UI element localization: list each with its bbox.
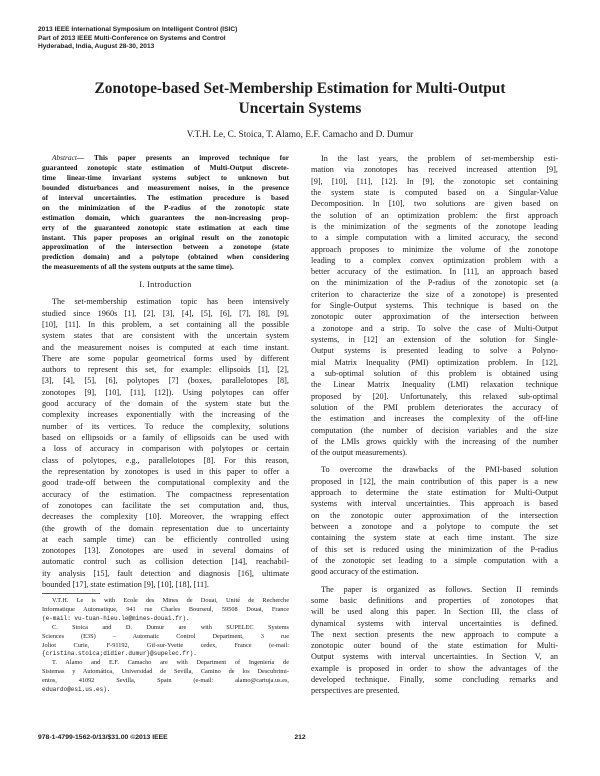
- paragraph-line: a zonotope and a strip. To solve the case of Multi-Output: [311, 323, 558, 333]
- abstract-line: erty of the guaranteed zonotopic state estimation at each time: [42, 222, 289, 232]
- paragraph-line: of this set is reduced using the minimization of the P-radius: [311, 544, 558, 554]
- paragraph-line: mial Matrix Inequality (PMI) optimization problem. In [12],: [311, 357, 558, 367]
- paragraph-line: some basic definitions and properties of zonotopes that: [311, 595, 558, 605]
- paragraph-line: accuracy of the estimation. The compactness representation: [42, 489, 289, 499]
- paragraph-line: [10], [11]. In this problem, a set containing all the possible: [42, 319, 289, 329]
- abstract-line: instant. This paper proposes an original result on the zonotopic: [42, 232, 289, 242]
- abstract-line: guaranteed zonotopic state estimation of Multi-Output discrete-: [42, 162, 289, 172]
- paragraph-line: good accuracy of the domain of the system state but the: [42, 399, 289, 409]
- isbn-copyright: 978-1-4799-1562-0/13/$31.00 ©2013 IEEE: [38, 734, 168, 741]
- paragraph-line: There are some popular geometrical forms used by different: [42, 353, 289, 363]
- footnote-line: (e-mail: vu-tuan-hieu.le@mines-douai.fr).: [42, 615, 190, 623]
- paragraph-line: number of its vertices. To reduce the complexity, solutions: [42, 421, 289, 431]
- paragraph-line: on the zonotopic outer approximation of the intersection: [311, 510, 558, 520]
- paragraph-line: approach to determine the state estimation for Multi-Output: [311, 488, 558, 498]
- paragraph-line: perspectives are presented.: [311, 686, 400, 696]
- paragraph-line: on the minimization of the P-radius of the zonotopic set (a: [311, 278, 558, 288]
- paragraph-line: computation (the number of decision variables and the size: [311, 425, 558, 435]
- paragraph-line: zonotopes [9], [10], [11], [12]). Using polytopes can offer: [42, 387, 289, 397]
- paragraph-line: the solution of an optimization problem: the first approach: [311, 210, 558, 220]
- contribution-paragraph: [311, 464, 558, 577]
- paragraph-line: automatic control such as collision detection [14], reachabil-: [42, 557, 289, 567]
- paragraph-line: the estimation and increases the complexity of the off-line: [311, 414, 558, 424]
- paragraph-line: authors to represent this set, for example: ellipsoids [1], [2],: [42, 365, 289, 375]
- abstract-label: Abstract: [52, 153, 77, 162]
- paragraph-line: of the zonotopic set leading to a simple computation with a: [311, 555, 558, 565]
- paragraph-line: systems with interval uncertainties. This approach is based: [311, 499, 558, 509]
- paragraph-line: (the growth of the domain representation due to uncertainty: [42, 523, 289, 533]
- paragraph-line: approach proposes to minimize the volume of the zonotope: [311, 244, 558, 254]
- paragraph-line: better accuracy of the estimation. In [11], an approach based: [311, 267, 558, 277]
- paragraph-line: leading to a complex convex optimization problem with a: [311, 255, 558, 265]
- paragraph-line: containing the system state at each time instant. The size: [311, 533, 558, 543]
- paragraph-line: a sub-optimal solution of this problem is obtained using: [311, 368, 558, 378]
- footnote-line: Sistemas y Automática, Universidad de Sevilla, Camino de los Descubrimi-: [42, 668, 289, 676]
- paragraph-line: dynamical systems with interval uncertainties is defined.: [311, 618, 558, 628]
- paragraph-line: a loss of accuracy in comparison with polytopes or certain: [42, 444, 289, 454]
- paragraph-line: [3], [4], [5], [6], polytopes [7] (boxes, parallelotopes [8],: [42, 376, 289, 386]
- footnote-line: eduardo@esi.us.es).: [42, 685, 111, 693]
- paragraph-line: to a simple computation with a limited accuracy, the second: [311, 233, 558, 243]
- footnotes: [42, 597, 289, 694]
- paragraph-line: zonotopic outer approximation of the intersection between: [311, 312, 558, 322]
- paragraph-line: between a zonotope and a polytope to compute the set: [311, 522, 558, 531]
- footnote-line: Sciences (E3S) – Automatic Control Department, 3 rue: [42, 632, 289, 640]
- conference-line-1: 2013 IEEE International Symposium on Intelligent Control (ISIC): [38, 26, 238, 33]
- paragraph-line: criterion to characterize the size of a zonotope) is presented: [311, 289, 558, 299]
- paragraph-line: class of polytopes, e.g., parallelotopes [8]. For this reason,: [42, 455, 289, 465]
- paragraph-line: complexity increases exponentially with the increasing of the: [42, 410, 289, 420]
- paragraph-line: ity analysis [15], fault detection and diagnosis [16], ultimate: [42, 568, 289, 578]
- paragraph-line: the system state is computed based on a Singular-Value: [311, 187, 558, 197]
- paragraph-line: proposed by [20]. Unfortunately, this relaxed sub-optimal: [311, 391, 558, 401]
- abstract-line: on the minimization of the P-radius of the zonotopic state: [42, 202, 289, 212]
- paragraph-line: example is proposed in order to show the advantages of the: [311, 663, 558, 673]
- section-heading: I. Introduction: [139, 280, 192, 290]
- paragraph-line: Output systems with interval uncertainties. In Section V, an: [311, 652, 558, 662]
- author-list: V.T.H. Le, C. Stoica, T. Alamo, E.F. Camacho and D. Dumur: [186, 130, 414, 140]
- footnote-line: V.T.H. Le is with Ecole des Mines de Douai, Unité de Recherche: [52, 597, 289, 605]
- abstract-line: estimation domain, which guarantees the non-increasing prop-: [42, 212, 289, 222]
- paragraph-line: zonotopes [13]. Zonotopes are used in several domains of: [42, 546, 289, 556]
- abstract-line: of interval uncertainties. The estimation procedure is based: [42, 192, 289, 202]
- abstract-line: Abstract— This paper presents an improved technique for: [52, 153, 289, 162]
- paragraph-line: In the last years, the problem of set-membership esti-: [321, 154, 558, 163]
- paragraph-line: of zonotopes can facilitate the set computation and, thus,: [42, 500, 289, 510]
- abstract-line: time linear-time invariant systems subject to unknown but: [42, 172, 289, 182]
- paragraph-line: To overcome the drawbacks of the PMI-based solution: [321, 465, 558, 475]
- paragraph-line: is the minimization of the segments of the zonotope leading: [311, 221, 558, 231]
- title-line-1: Zonotope-based Set-Membership Estimation for Multi-Output: [94, 80, 506, 97]
- paragraph-line: developed technique. Finally, some concluding remarks and: [311, 675, 558, 685]
- paragraph-line: solution of the PMI problem deteriorates the accuracy of: [311, 402, 558, 412]
- abstract-line: approximation of the intersection between a zonotope (state: [42, 242, 289, 252]
- paragraph-line: good trade-off between the computational complexity and the: [42, 478, 289, 488]
- left-column: [42, 153, 289, 695]
- paragraph-line: systems, in [12] an extension of the solution for Single-: [311, 335, 558, 344]
- related-work-paragraph: [311, 153, 558, 458]
- paragraph-line: The set-membership estimation topic has been intensively: [52, 297, 289, 307]
- organization-paragraph: [311, 584, 558, 697]
- footnote-line: {cristina.stoica;didier.dumur}@supelec.fr).: [42, 650, 197, 658]
- footnote-line: Joliot Curie, F-91192, Gif-sur-Yvette cedex, France (e-mail:: [42, 641, 289, 649]
- footnote-line: Informatique Automatique, 941 rue Charles Bourseul, 59508 Douai, France: [42, 606, 289, 614]
- paragraph-line: system states that are consistent with the uncertain system: [42, 331, 289, 341]
- title-line-2: Uncertain Systems: [238, 99, 362, 117]
- paragraph-line: decreases the complexity [10]. Moreover, the wrapping effect: [42, 512, 289, 522]
- paragraph-line: proposed in [12], the main contribution of this paper is a new: [311, 476, 558, 486]
- paragraph-line: The next section presents the new approach to compute a: [311, 629, 558, 639]
- paragraph-line: studied since 1960s [1], [2], [3], [4], [5], [6], [7], [8], [9],: [42, 308, 289, 318]
- footnote-line: entos, 41092 Sevilla, Spain (e-mail: alamo@cartuja.us.es,: [42, 676, 289, 684]
- paragraph-line: Output systems is presented leading to solve a Polyno-: [311, 346, 558, 356]
- abstract-line: prediction domain) and a polytope (obtained when considering: [42, 252, 289, 262]
- conference-header: [38, 26, 237, 52]
- paragraph-line: [9], [10], [11], [12]. In [9], the zonotopic set containing: [311, 176, 558, 186]
- paragraph-line: for Single-Output systems. This technique is based on the: [311, 301, 558, 311]
- intro-paragraph: [42, 296, 289, 590]
- paragraph-line: good accuracy of the estimation.: [311, 567, 419, 577]
- paper-title: [40, 79, 560, 118]
- conference-line-3: Hyderabad, India, August 28-30, 2013: [38, 43, 155, 51]
- paragraph-line: mation via zonotopes has received increased attention [9],: [311, 165, 558, 175]
- conference-line-2: Part of 2013 IEEE Multi-Conference on Systems and Control: [38, 34, 226, 42]
- footnote-divider: [42, 593, 100, 594]
- paragraph-line: zonotopic outer bound of the state estimation for Multi-: [311, 641, 558, 651]
- paragraph-line: of the LMIs grows quickly with the increasing of the number: [311, 436, 558, 446]
- abstract-line: bounded disturbances and measurement noises, in the presence: [42, 182, 289, 192]
- page-number: 212: [294, 734, 306, 741]
- paragraph-line: bounded [17], state estimation [9], [10], [18], [11].: [42, 580, 209, 590]
- right-column: [311, 153, 558, 697]
- abstract-line: the measurements of all the system outputs at the same time).: [42, 262, 234, 272]
- paragraph-line: the representation by zonotopes is used in this paper to offer a: [42, 466, 289, 476]
- paragraph-line: will be used along this paper. In Section III, the class of: [311, 607, 558, 617]
- abstract: [42, 153, 289, 272]
- paragraph-line: and the measurement noises is computed at each time instant.: [42, 342, 289, 352]
- paragraph-line: the Linear Matrix Inequality (LMI) relaxation technique: [311, 380, 558, 390]
- paragraph-line: at each sample time) can be efficiently controlled using: [42, 534, 289, 544]
- paragraph-line: Decomposition. In [10], two solutions are given based on: [311, 199, 558, 209]
- paragraph-line: The paper is organized as follows. Section II reminds: [321, 584, 558, 594]
- paragraph-line: of the output measurements).: [311, 448, 408, 458]
- footnote-line: T. Alamo and E.F. Camacho are with Department of Ingeniería de: [52, 659, 289, 667]
- footnote-line: C. Stoica and D. Dumur are with SUPELEC Systems: [52, 623, 289, 631]
- paragraph-line: based on ellipsoids or a family of ellipsoids can be used with: [42, 433, 289, 442]
